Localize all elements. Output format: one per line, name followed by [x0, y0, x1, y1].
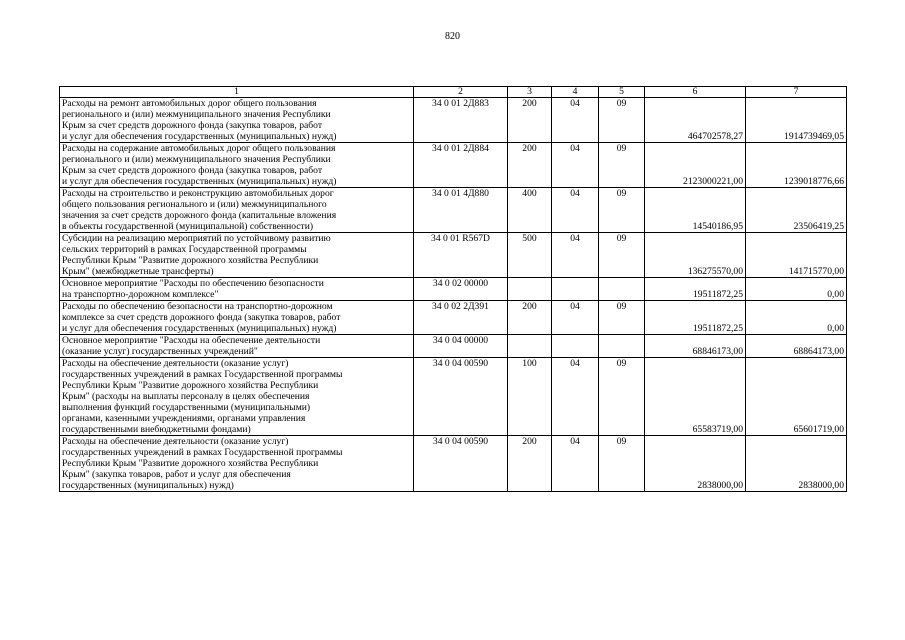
amount-year-1: 68846173,00: [645, 335, 746, 358]
expense-name-cell: [60, 436, 414, 492]
expense-type-code: 400: [508, 188, 552, 233]
expense-name-line: Республики Крым "Развитие дорожного хозяйства Республики: [62, 380, 319, 391]
expense-name-line: Крым за счет средств дорожного фонда (закупка товаров, работ: [62, 120, 323, 131]
section-code: 04: [552, 436, 599, 492]
target-article-code: 34 0 04 00590: [414, 358, 508, 436]
column-header: 6: [645, 87, 746, 98]
column-header: 4: [552, 87, 599, 98]
subsection-code: 09: [599, 188, 645, 233]
table-row: [60, 436, 847, 492]
expense-type-code: 200: [508, 98, 552, 143]
expense-type-code: 100: [508, 358, 552, 436]
amount-year-2: 23506419,25: [746, 188, 847, 233]
expense-name-line: Расходы на обеспечение деятельности (оказание услуг): [62, 436, 289, 447]
amount-year-2: 68864173,00: [746, 335, 847, 358]
subsection-code: 09: [599, 143, 645, 188]
expense-name-line: Крым за счет средств дорожного фонда (закупка товаров, работ: [62, 165, 323, 176]
amount-year-2: 65601719,00: [746, 358, 847, 436]
amount-year-1: 65583719,00: [645, 358, 746, 436]
expense-name-line: и услуг для обеспечения государственных (муниципальных) нужд): [62, 323, 337, 334]
expense-name-cell: [60, 278, 414, 301]
subsection-code: [599, 335, 645, 358]
expense-type-code: 500: [508, 233, 552, 278]
expense-name-line: Крым" (закупка товаров, работ и услуг для обеспечения: [62, 469, 291, 480]
subsection-code: 09: [599, 98, 645, 143]
subsection-code: 09: [599, 233, 645, 278]
expense-name-cell: [60, 233, 414, 278]
expense-name-line: Расходы на содержание автомобильных дорог общего пользования: [62, 143, 336, 154]
section-code: 04: [552, 233, 599, 278]
target-article-code: 34 0 02 2Д391: [414, 301, 508, 335]
column-header: 3: [508, 87, 552, 98]
expense-name-line: Основное мероприятие "Расходы на обеспечение деятельности: [62, 335, 321, 346]
expense-name-line: в объекты государственной (муниципальной) собственности): [62, 221, 314, 232]
expense-name-line: Субсидии на реализацию мероприятий по устойчивому развитию: [62, 233, 331, 244]
expense-name-line: государственными внебюджетными фондами): [62, 424, 251, 435]
expense-name-line: комплексе за счет средств дорожного фонда (закупка товаров, работ: [62, 312, 341, 323]
target-article-code: 34 0 01 R567D: [414, 233, 508, 278]
column-header: 1: [60, 87, 414, 98]
expense-name-line: на транспортно-дорожном комплексе": [62, 289, 219, 300]
table-row: [60, 335, 847, 358]
table-row: [60, 98, 847, 143]
section-code: [552, 278, 599, 301]
expense-name-line: Республики Крым "Развитие дорожного хозяйства Республики: [62, 458, 319, 469]
expense-name-cell: [60, 301, 414, 335]
section-code: 04: [552, 143, 599, 188]
amount-year-2: 0,00: [746, 301, 847, 335]
table-row: [60, 278, 847, 301]
expense-name-cell: [60, 98, 414, 143]
amount-year-1: 19511872,25: [645, 278, 746, 301]
expense-name-cell: [60, 335, 414, 358]
expense-name-line: Крым" (расходы на выплаты персоналу в целях обеспечения: [62, 391, 310, 402]
target-article-code: 34 0 01 2Д883: [414, 98, 508, 143]
amount-year-2: 141715770,00: [746, 233, 847, 278]
expense-name-line: Республики Крым "Развитие дорожного хозяйства Республики: [62, 255, 319, 266]
expense-name-line: Основное мероприятие "Расходы по обеспечению безопасности: [62, 278, 324, 289]
expense-name-line: значения за счет средств дорожного фонда (капитальные вложения: [62, 210, 337, 221]
expense-type-code: 200: [508, 436, 552, 492]
amount-year-1: 136275570,00: [645, 233, 746, 278]
target-article-code: 34 0 01 2Д884: [414, 143, 508, 188]
section-code: 04: [552, 188, 599, 233]
amount-year-2: 0,00: [746, 278, 847, 301]
expense-name-line: Расходы на обеспечение деятельности (оказание услуг): [62, 358, 289, 369]
amount-year-1: 2838000,00: [645, 436, 746, 492]
amount-year-2: 2838000,00: [746, 436, 847, 492]
expense-name-cell: [60, 358, 414, 436]
page-number: 820: [445, 31, 460, 42]
expense-name-line: Расходы по обеспечению безопасности на транспортно-дорожном: [62, 301, 333, 312]
expense-name-line: Расходы на ремонт автомобильных дорог общего пользования: [62, 98, 317, 109]
subsection-code: 09: [599, 301, 645, 335]
amount-year-1: 2123000221,00: [645, 143, 746, 188]
expense-type-code: 200: [508, 143, 552, 188]
target-article-code: 34 0 04 00000: [414, 335, 508, 358]
section-code: 04: [552, 98, 599, 143]
amount-year-1: 14540186,95: [645, 188, 746, 233]
amount-year-1: 464702578,27: [645, 98, 746, 143]
expense-name-cell: [60, 188, 414, 233]
column-header: 2: [414, 87, 508, 98]
table-row: [60, 233, 847, 278]
expense-name-line: выполнения функций государственными (муниципальными): [62, 402, 311, 413]
expense-name-line: органами, казенными учреждениями, органами управления: [62, 413, 306, 424]
expense-name-line: и услуг для обеспечения государственных (муниципальных) нужд): [62, 131, 337, 142]
expense-type-code: [508, 278, 552, 301]
budget-table: [59, 86, 847, 492]
subsection-code: [599, 278, 645, 301]
expense-name-line: регионального и (или) межмуниципального значения Республики: [62, 109, 331, 120]
amount-year-1: 19511872,25: [645, 301, 746, 335]
table-row: [60, 301, 847, 335]
expense-name-cell: [60, 143, 414, 188]
target-article-code: 34 0 04 00590: [414, 436, 508, 492]
expense-name-line: и услуг для обеспечения государственных (муниципальных) нужд): [62, 176, 337, 187]
expense-name-line: (оказание услуг) государственных учреждений": [62, 346, 258, 357]
amount-year-2: 1914739469,05: [746, 98, 847, 143]
expense-name-line: регионального и (или) межмуниципального значения Республики: [62, 154, 331, 165]
expense-type-code: 200: [508, 301, 552, 335]
expense-type-code: [508, 335, 552, 358]
column-header: 7: [746, 87, 847, 98]
expense-name-line: Крым" (межбюджетные трансферты): [62, 266, 214, 277]
subsection-code: 09: [599, 436, 645, 492]
section-code: 04: [552, 301, 599, 335]
expense-name-line: государственных учреждений в рамках Государственной программы: [62, 447, 343, 458]
expense-name-line: сельских территорий в рамках Государственной программы: [62, 244, 307, 255]
section-code: [552, 335, 599, 358]
expense-name-line: государственных учреждений в рамках Государственной программы: [62, 369, 343, 380]
expense-name-line: Расходы на строительство и реконструкцию автомобильных дорог: [62, 188, 334, 199]
expense-name-line: государственных (муниципальных) нужд): [62, 480, 234, 491]
target-article-code: 34 0 01 4Д880: [414, 188, 508, 233]
table-row: [60, 188, 847, 233]
column-header: 5: [599, 87, 645, 98]
table-row: [60, 143, 847, 188]
subsection-code: 09: [599, 358, 645, 436]
section-code: 04: [552, 358, 599, 436]
table-header-row: [60, 87, 847, 98]
expense-name-line: общего пользования регионального и (или) межмуниципального: [62, 199, 327, 210]
table-row: [60, 358, 847, 436]
target-article-code: 34 0 02 00000: [414, 278, 508, 301]
amount-year-2: 1239018776,66: [746, 143, 847, 188]
